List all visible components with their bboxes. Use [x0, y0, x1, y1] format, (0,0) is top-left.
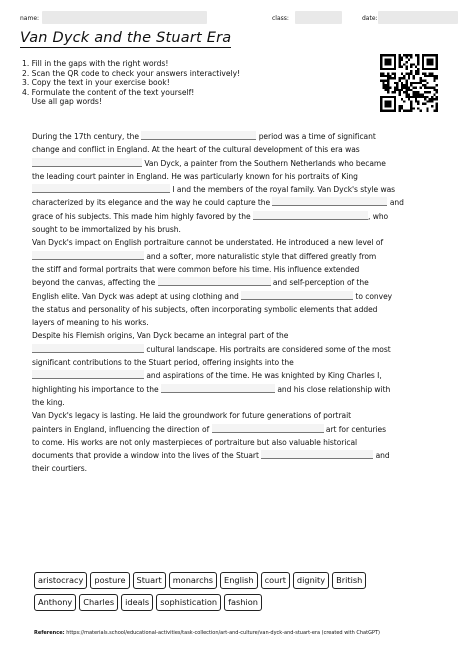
- text-line: Despite his Flemish origins, Van Dyck became an integral part of the: [32, 331, 289, 341]
- gap-field[interactable]: [32, 158, 142, 167]
- word-chip-posture[interactable]: posture: [90, 572, 129, 589]
- text-line: the king.: [32, 397, 65, 407]
- word-chip-british[interactable]: British: [332, 572, 366, 589]
- gap-field[interactable]: [32, 251, 144, 260]
- text-line: English elite. Van Dyck was adept at using clothing and: [32, 291, 239, 301]
- instruction-item: 2. Scan the QR code to check your answers interactively!: [22, 68, 241, 78]
- word-chip-stuart[interactable]: Stuart: [133, 572, 166, 589]
- gap-field[interactable]: [158, 277, 271, 286]
- word-chip-charles[interactable]: Charles: [79, 594, 118, 611]
- word-chip-court[interactable]: court: [261, 572, 290, 589]
- gap-field[interactable]: [141, 131, 256, 140]
- word-chip-monarchs[interactable]: monarchs: [169, 572, 217, 589]
- text-line: grace of his subjects. This made him highly favored by the: [32, 211, 251, 221]
- word-bank-row: [34, 594, 444, 611]
- text-line: Van Dyck, a painter from the Southern Netherlands who became: [144, 158, 386, 168]
- date-label: date:: [362, 15, 378, 22]
- gap-field[interactable]: [32, 184, 170, 193]
- word-chip-ideals[interactable]: ideals: [121, 594, 153, 611]
- text-line: change and conflict in England. At the heart of the cultural development of this era was: [32, 145, 360, 155]
- name-field[interactable]: [42, 11, 207, 24]
- instruction-item: Use all gap words!: [22, 97, 102, 107]
- text-line: and aspirations of the time. He was knighted by King Charles I,: [146, 371, 382, 381]
- text-line: , who: [368, 211, 389, 221]
- word-bank-row: [34, 572, 444, 589]
- text-line: Van Dyck's impact on English portraiture cannot be understated. He introduced a new level of: [32, 238, 384, 248]
- gap-field[interactable]: [241, 291, 353, 300]
- text-line: painters in England, influencing the direction of: [32, 424, 210, 434]
- text-line: the leading court painter in England. He was particularly known for his portraits of King: [32, 171, 358, 181]
- instruction-item: 1. Fill in the gaps with the right words!: [22, 59, 169, 68]
- text-line: and: [389, 198, 404, 208]
- word-chip-aristocracy[interactable]: aristocracy: [34, 572, 87, 589]
- word-chip-fashion[interactable]: fashion: [224, 594, 262, 611]
- gap-field[interactable]: [161, 384, 275, 393]
- text-line: cultural landscape. His portraits are considered some of the most: [146, 344, 391, 354]
- worksheet-header: [20, 10, 450, 26]
- text-line: documents that provide a window into the lives of the Stuart: [32, 451, 259, 461]
- text-line: Van Dyck's legacy is lasting. He laid the groundwork for future generations of portrait: [32, 411, 352, 421]
- gap-field[interactable]: [253, 211, 368, 220]
- text-line: highlighting his importance to the: [32, 384, 159, 394]
- page-title: Van Dyck and the Stuart Era: [20, 30, 232, 46]
- text-line: to convey: [355, 291, 393, 301]
- gap-field[interactable]: [212, 424, 324, 433]
- text-line: I and the members of the royal family. Van Dyck's style was: [172, 185, 396, 195]
- text-line: beyond the canvas, affecting the: [32, 278, 156, 288]
- text-line: and his close relationship with: [277, 384, 391, 394]
- name-label: name:: [20, 15, 40, 22]
- reference-footer: [34, 630, 380, 636]
- text-line: and: [375, 451, 390, 461]
- qr-code-icon[interactable]: [380, 54, 438, 112]
- cloze-text: [32, 130, 432, 476]
- text-line: characterized by its elegance and the way he could capture the: [32, 198, 271, 208]
- instructions-list: [22, 59, 362, 107]
- instruction-item: 4. Formulate the content of the text yourself!: [22, 87, 195, 97]
- text-line: sought to be immortalized by his brush.: [32, 225, 181, 235]
- word-chip-sophistication[interactable]: sophistication: [156, 594, 221, 611]
- word-bank: [34, 572, 444, 616]
- gap-field[interactable]: [261, 450, 373, 459]
- gap-field[interactable]: [32, 344, 144, 353]
- reference-label: Reference:: [34, 630, 65, 636]
- text-line: and self-perception of the: [272, 278, 369, 288]
- text-line: the stiff and formal portraits that were common before his time. His influence extended: [32, 264, 360, 274]
- word-chip-anthony[interactable]: Anthony: [34, 594, 76, 611]
- text-line: significant contributions to the Stuart period, offering insights into the: [32, 358, 294, 368]
- word-chip-dignity[interactable]: dignity: [293, 572, 329, 589]
- instruction-item: 3. Copy the text in your exercise book!: [22, 78, 170, 88]
- reference-link[interactable]: https://materials.school/educational-activities/task-collection/art-and-culture/van-dyck-and-stuart-era (created with ChatGPT): [66, 630, 380, 636]
- word-chip-english[interactable]: English: [220, 572, 258, 589]
- text-line: During the 17th century, the: [32, 132, 139, 141]
- text-line: layers of meaning to his works.: [32, 318, 149, 328]
- class-field[interactable]: [295, 11, 342, 24]
- class-label: class:: [272, 15, 289, 22]
- text-line: and a softer, more naturalistic style that differed greatly from: [146, 251, 377, 261]
- text-line: their courtiers.: [32, 464, 87, 474]
- text-line: to come. His works are not only masterpieces of portraiture but also valuable historical: [32, 437, 358, 447]
- gap-field[interactable]: [32, 370, 144, 379]
- text-line: period was a time of significant: [258, 132, 376, 141]
- text-line: art for centuries: [325, 424, 387, 434]
- text-line: the status and personality of his subjects, often incorporating symbolic elements that added: [32, 304, 378, 314]
- date-field[interactable]: [378, 11, 458, 24]
- gap-field[interactable]: [272, 197, 387, 206]
